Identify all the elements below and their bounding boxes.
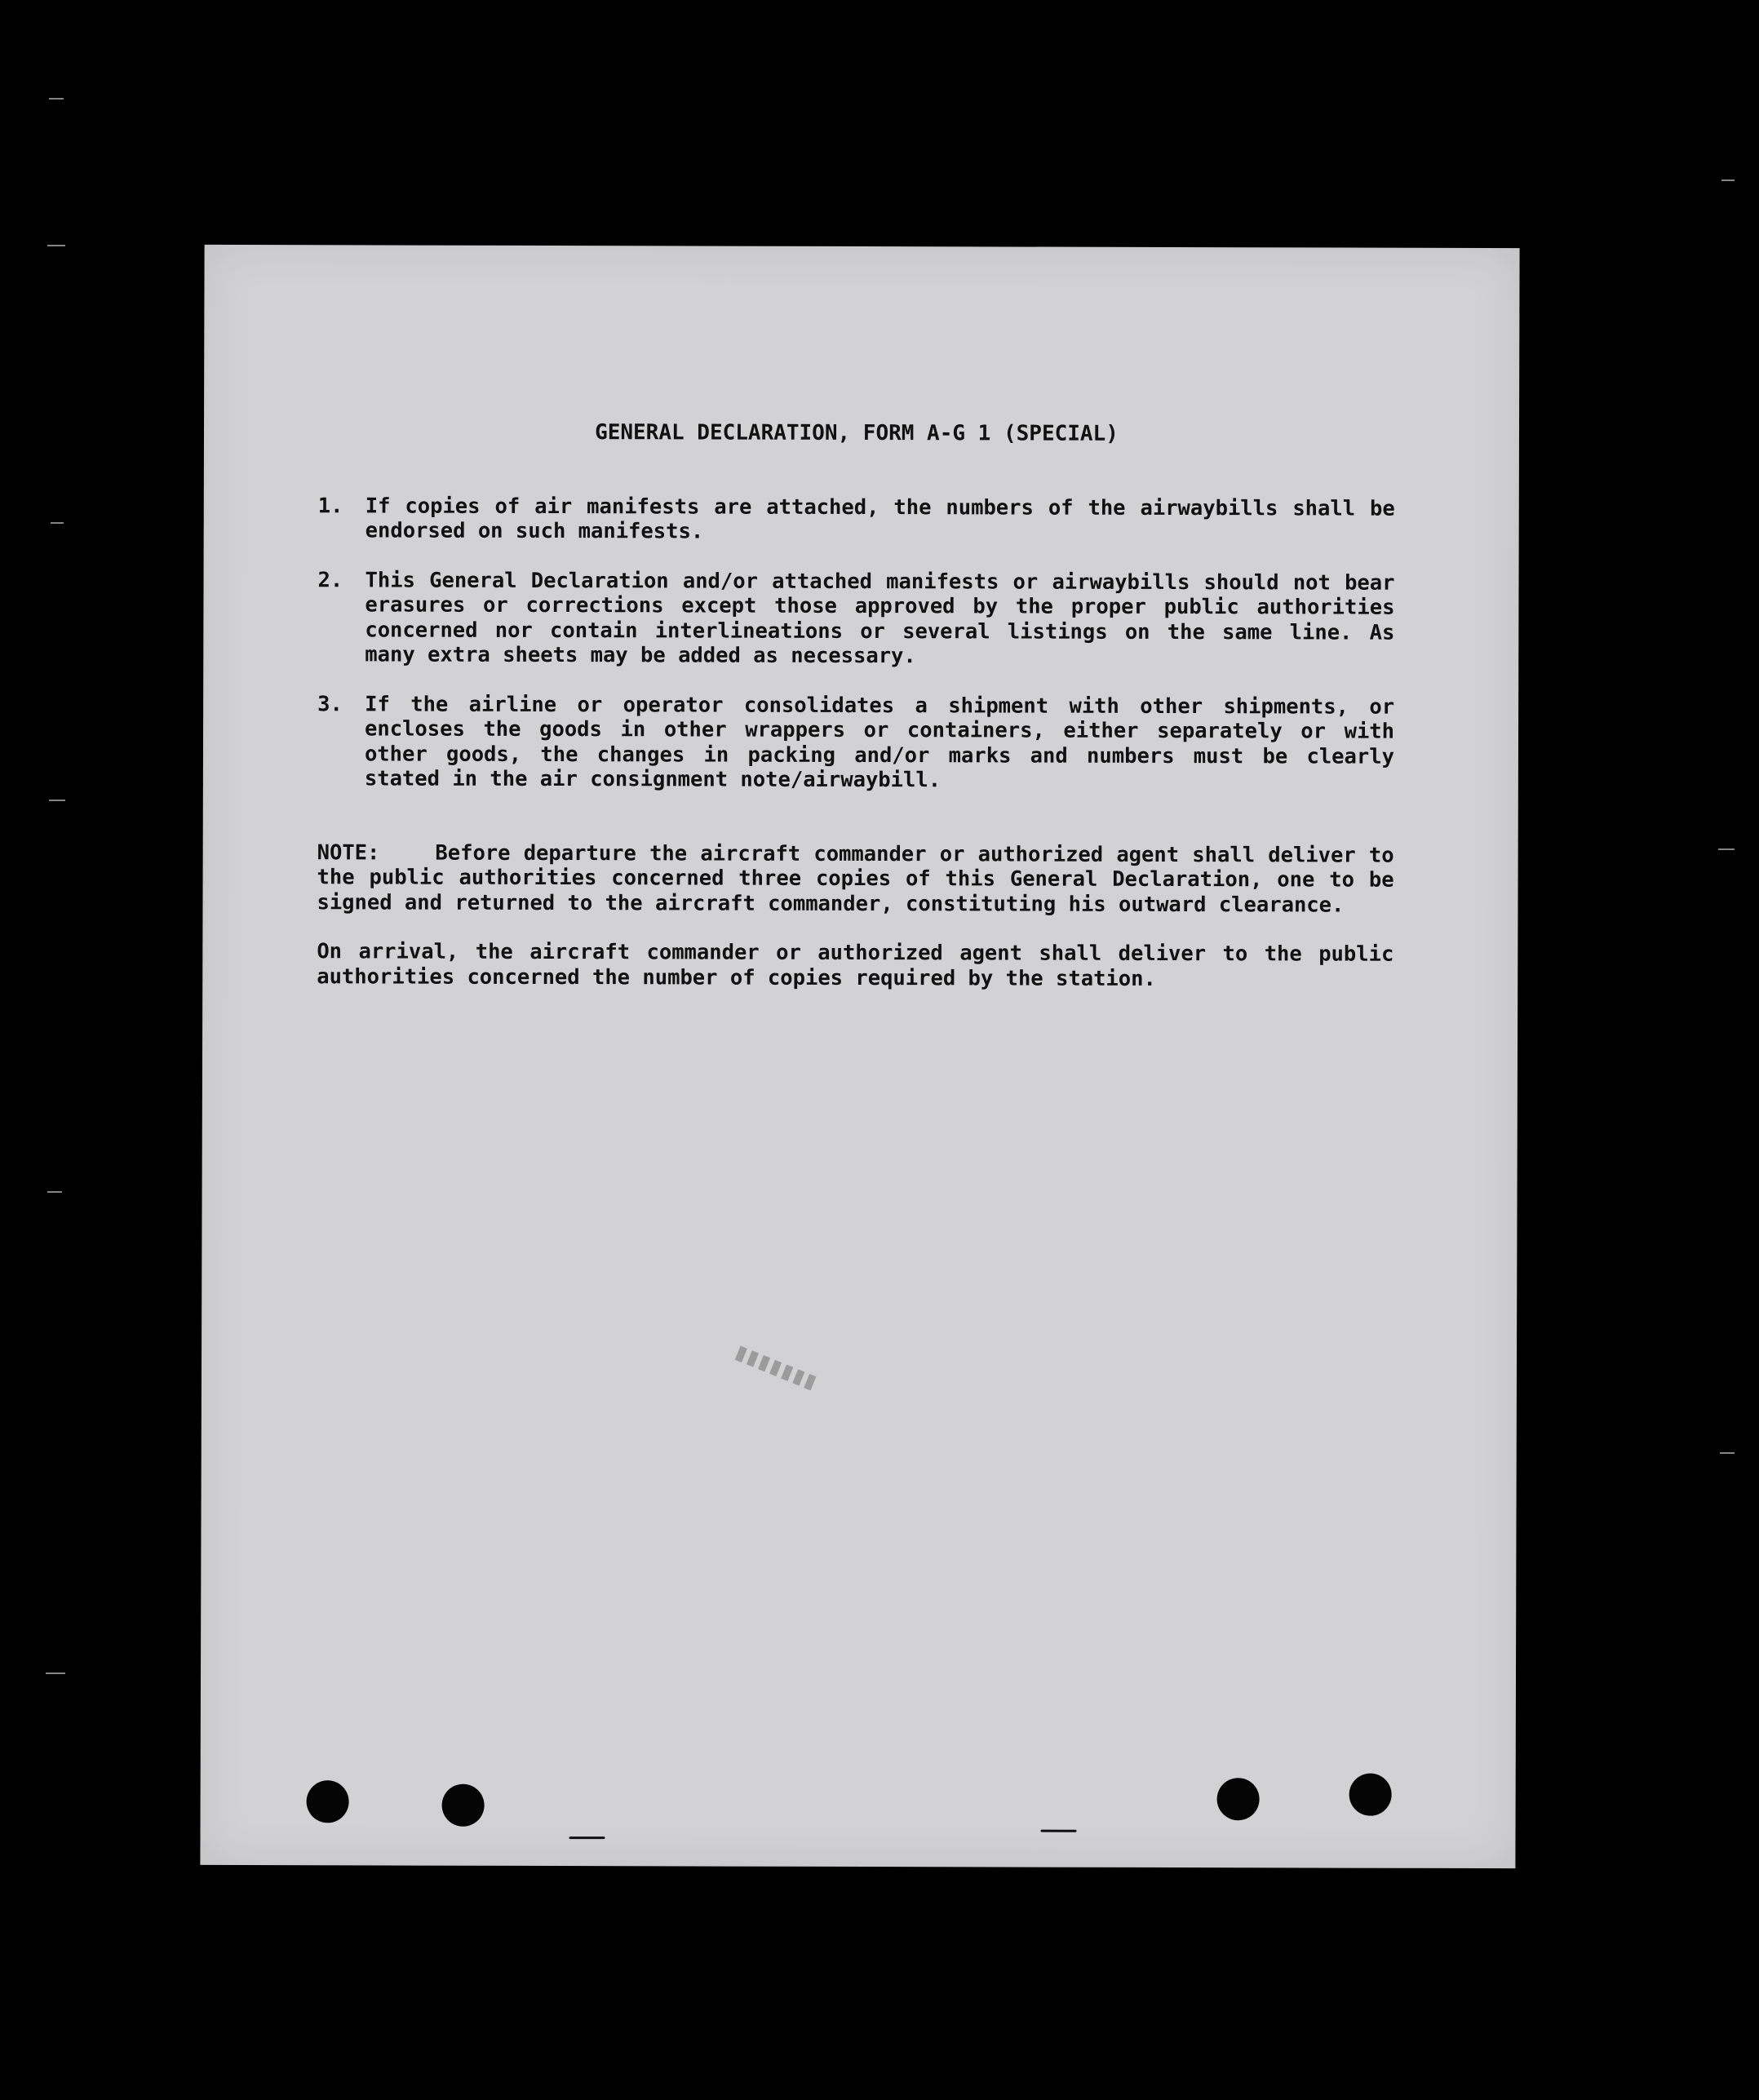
scan-artifact: [49, 98, 64, 100]
document-page: [200, 245, 1519, 1868]
instruction-item: [317, 692, 1394, 794]
punch-hole: [307, 1780, 349, 1823]
instruction-item: [317, 568, 1394, 670]
ink-mark: [569, 1836, 605, 1839]
punch-hole: [442, 1784, 485, 1827]
item-number: 3.: [317, 691, 343, 716]
punch-hole: [1349, 1774, 1392, 1816]
note-paragraph: [317, 840, 1393, 918]
item-text: If copies of air manifests are attached, the numbers of the airwaybills shall be endorsed on such manifests.: [365, 493, 1395, 544]
form-title: GENERAL DECLARATION, FORM A-G 1 (SPECIAL): [595, 420, 1119, 446]
arrival-paragraph: On arrival, the aircraft commander or authorized agent shall deliver to the public authorities concerned the number of copies required by the station.: [317, 939, 1394, 991]
faint-stamp-impression: ▮▮▮▮▮▮▮: [732, 1340, 822, 1394]
scan-artifact: [1721, 179, 1735, 181]
scan-artifact: [1720, 1452, 1735, 1454]
document-body: [317, 419, 1395, 991]
item-text: This General Declaration and/or attached manifests or airwaybills should not bear erasures or corrections except those approved by the proper public authorities concerned nor contain interlineations or several listings on the same line. As many extra sheets may be added as necessary.: [365, 567, 1395, 669]
scan-artifact: [51, 522, 64, 524]
scan-artifact: [49, 800, 65, 801]
instruction-item: [318, 494, 1395, 546]
scan-artifact: [46, 1672, 65, 1674]
item-number: 1.: [317, 493, 343, 518]
punch-hole: [1217, 1778, 1260, 1820]
note-text: Before departure the aircraft commander or authorized agent shall deliver to the public authorities concerned three copies of this General Declaration, one to be signed and returned to the aircraft commander, constituting his outward clearance.: [317, 840, 1394, 918]
note-label: NOTE:: [317, 840, 380, 865]
scan-artifact: [47, 1191, 62, 1193]
item-text: If the airline or operator consolidates a shipment with other shipments, or encloses the goods in other wrappers or containers, either separately or with other goods, the changes in packing and/or marks and numbers must be clearly stated in the air consignment note/airwaybill.: [364, 691, 1395, 793]
scan-artifact: [1718, 848, 1735, 850]
scan-artifact: [47, 245, 65, 246]
item-number: 2.: [317, 567, 343, 592]
ink-mark: [1041, 1830, 1077, 1832]
